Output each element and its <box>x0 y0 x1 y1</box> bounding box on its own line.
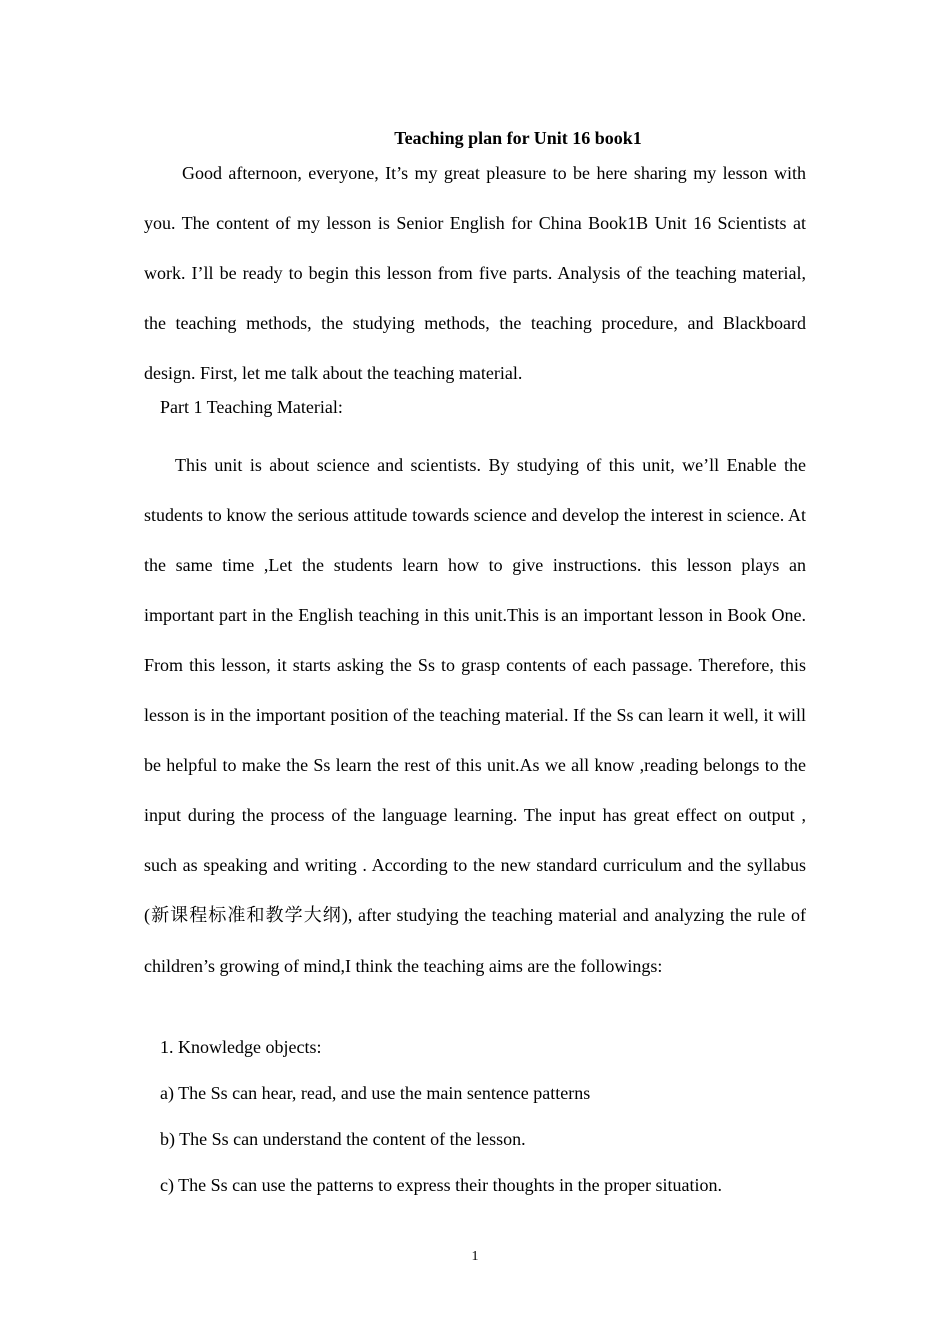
intro-paragraph: Good afternoon, everyone, It’s my great pleasure to be here sharing my lesson with you. The content of my lesson is Senior English for China Book1B Unit 16 Scientists at work. I’ll be ready to begin this lesson from five parts. Analysis of the teaching material, the teaching methods, the studying methods, the teaching procedure, and Blackboard design. First, let me talk about the teaching material. <box>144 163 806 383</box>
part1-paragraph-text-start: This unit is about science and scientists. By studying of this unit, we’ll Enable the students to know the serious attitude towards science and develop the interest in science. At the same time ,Let the students learn how to give instructions. this lesson plays an important part in the English teaching in this unit.This is an important lesson in Book One. From this lesson, it starts asking the Ss to grasp contents of each passage. Therefore, this lesson is in the important position of the teaching material. If the Ss can learn it well, it will be helpful to make the Ss learn the rest of this unit.As we all know ,reading belongs to the input during the process of the language learning. The input has great effect on output , such as speaking and writing . According to the new standard curriculum and the syllabus ( <box>144 455 806 925</box>
knowledge-item-a: a) The Ss can hear, read, and use the main sentence patterns <box>160 1083 591 1103</box>
knowledge-objects-heading: 1. Knowledge objects: <box>160 1037 322 1057</box>
document-title: Teaching plan for Unit 16 book1 <box>394 128 642 148</box>
page-number: 1 <box>471 1249 479 1264</box>
part1-paragraph-text-end: ), after studying the teaching material and analyzing the rule of children’s growing of mind,I think the teaching aims are the followings: <box>144 905 806 976</box>
knowledge-item-b: b) The Ss can understand the content of the lesson. <box>160 1129 526 1149</box>
part1-heading: Part 1 Teaching Material: <box>160 397 343 417</box>
knowledge-item-c: c) The Ss can use the patterns to express their thoughts in the proper situation. <box>160 1175 723 1195</box>
part1-paragraph-chinese-note: 新课程标准和教学大纲 <box>150 905 342 926</box>
part1-paragraph <box>144 440 806 991</box>
